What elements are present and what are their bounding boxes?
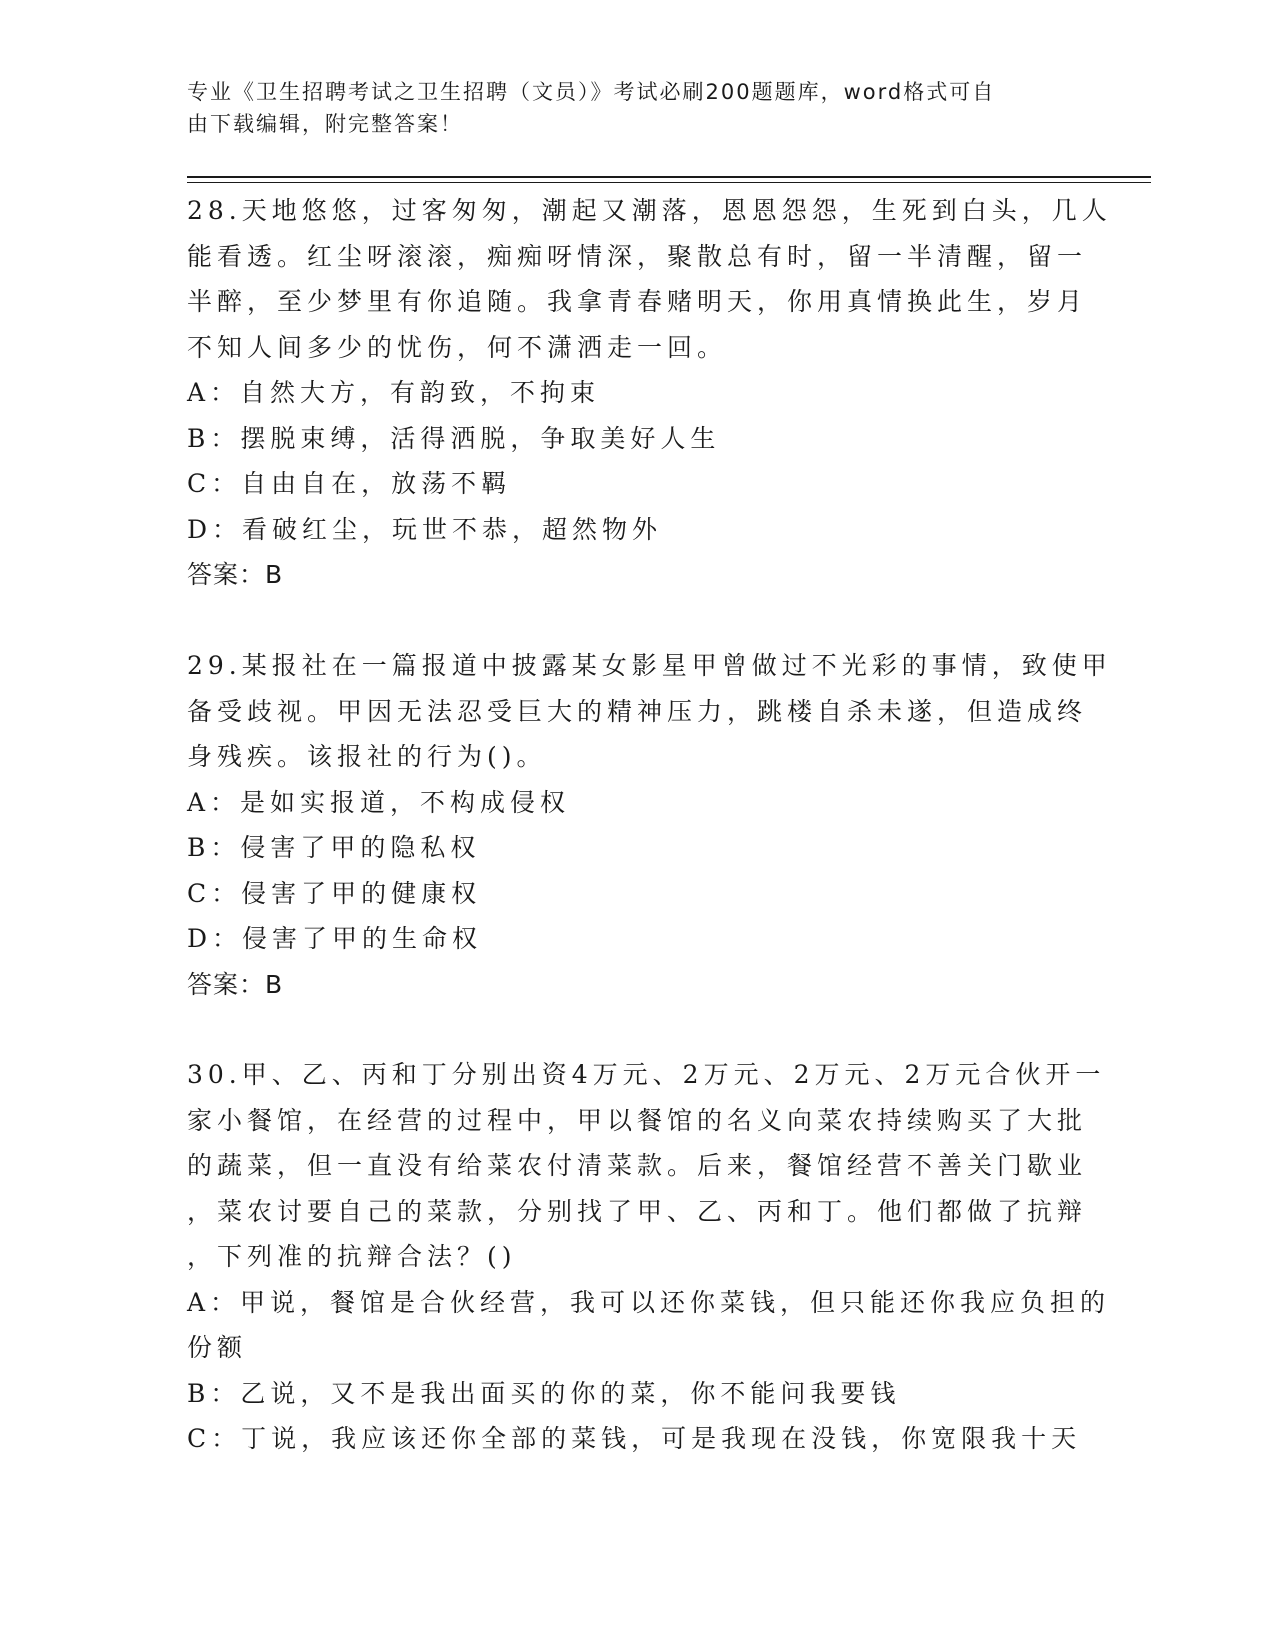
option-d: D：看破红尘，玩世不恭，超然物外	[187, 514, 663, 544]
question-stem-line: 家小餐馆，在经营的过程中，甲以餐馆的名义向菜农持续购买了大批	[187, 1105, 1088, 1135]
question-stem-line: 30.甲、乙、丙和丁分别出资4万元、2万元、2万元、2万元合伙开一	[187, 1060, 1106, 1089]
question-stem-line: 的蔬菜，但一直没有给菜农付清菜款。后来，餐馆经营不善关门歇业	[187, 1151, 1088, 1180]
option-d: D：侵害了甲的生命权	[187, 924, 483, 953]
option-c: C：侵害了甲的健康权	[187, 878, 482, 908]
option-a: A：是如实报道，不构成侵权	[187, 787, 571, 817]
question-stem-line: ，下列准的抗辩合法？()	[187, 1242, 517, 1271]
question-stem-line: 28.天地悠悠，过客匆匆，潮起又潮落，恩恩怨怨，生死到白头，几人	[187, 196, 1112, 225]
header-divider-thin	[187, 182, 1151, 183]
answer-line: 答案：B	[187, 560, 284, 589]
option-a-continued: 份额	[187, 1333, 248, 1362]
option-a: A：甲说，餐馆是合伙经营，我可以还你菜钱，但只能还你我应负担的	[187, 1287, 1111, 1317]
answer-line: 答案：B	[187, 969, 284, 999]
option-a: A：自然大方，有韵致，不拘束	[187, 378, 601, 407]
option-c: C：丁说，我应该还你全部的菜钱，可是我现在没钱，你宽限我十天	[187, 1424, 1082, 1453]
question-stem-line: 29.某报社在一篇报道中披露某女影星甲曾做过不光彩的事情，致使甲	[187, 651, 1112, 680]
option-c: C：自由自在，放荡不羁	[187, 469, 512, 498]
question-stem-line: 半醉，至少梦里有你追随。我拿青春赌明天，你用真情换此生，岁月	[187, 287, 1088, 316]
question-stem-line: 身残疾。该报社的行为()。	[187, 742, 547, 771]
question-29	[187, 643, 1112, 1007]
option-b: B：乙说，又不是我出面买的你的菜，你不能问我要钱	[187, 1378, 901, 1408]
header-line-2: 由下载编辑，附完整答案！	[187, 112, 463, 136]
option-b: B：摆脱束缚，活得洒脱，争取美好人生	[187, 423, 721, 453]
document-header	[187, 76, 1067, 140]
option-b: B：侵害了甲的隐私权	[187, 833, 481, 862]
question-stem-line: 备受歧视。甲因无法忍受巨大的精神压力，跳楼自杀未遂，但造成终	[187, 696, 1088, 726]
question-stem-line: 不知人间多少的忧伤，何不潇洒走一回。	[187, 332, 728, 362]
header-line-1: 专业《卫生招聘考试之卫生招聘（文员）》考试必刷200题题库，word格式可自	[187, 80, 996, 104]
question-stem-line: 能看透。红尘呀滚滚，痴痴呀情深，聚散总有时，留一半清醒，留一	[187, 241, 1088, 271]
question-stem-line: ，菜农讨要自己的菜款，分别找了甲、乙、丙和丁。他们都做了抗辩	[187, 1196, 1088, 1226]
question-30	[187, 1052, 1111, 1462]
question-28	[187, 188, 1112, 598]
header-divider-thick	[187, 176, 1151, 178]
